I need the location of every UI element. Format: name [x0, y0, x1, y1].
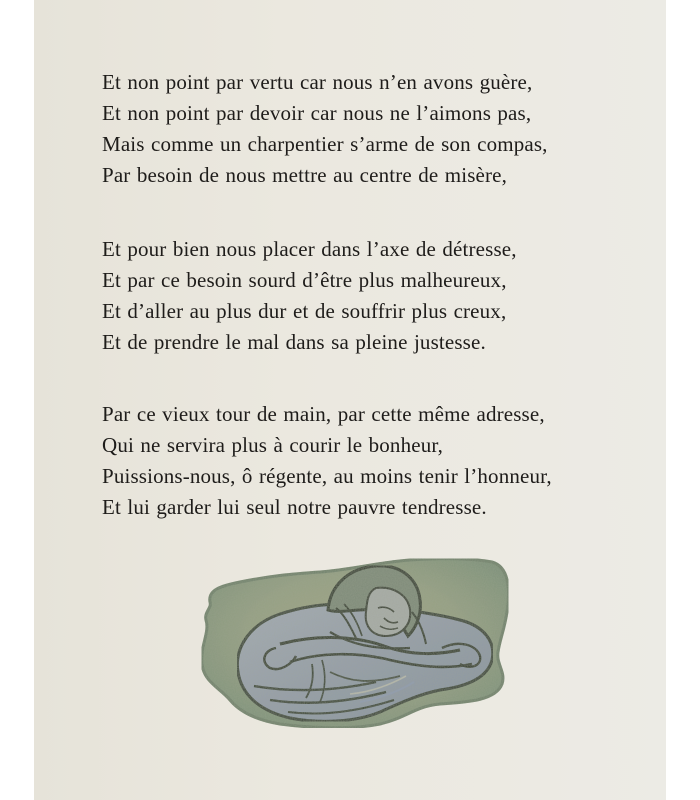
- paper-page: [34, 0, 666, 800]
- poem-line: Par besoin de nous mettre au centre de misère,: [102, 163, 508, 187]
- stanza-2: [102, 234, 662, 358]
- poem-line: Et non point par devoir car nous ne l’aimons pas,: [102, 101, 532, 125]
- poem-line: Qui ne servira plus à courir le bonheur,: [102, 433, 444, 457]
- poem-line: Et non point par vertu car nous n’en avons guère,: [102, 70, 533, 94]
- woodcut-illustration: [180, 552, 514, 736]
- poem-line: Puissions-nous, ô régente, au moins tenir l’honneur,: [102, 464, 552, 488]
- poem-line: Et lui garder lui seul notre pauvre tendresse.: [102, 495, 487, 519]
- stanza-1: [102, 67, 662, 191]
- stanza-3: [102, 399, 662, 523]
- poem-line: Par ce vieux tour de main, par cette même adresse,: [102, 402, 545, 426]
- poem-line: Et d’aller au plus dur et de souffrir plus creux,: [102, 299, 507, 323]
- poem-line: Mais comme un charpentier s’arme de son compas,: [102, 132, 548, 156]
- poem-line: Et par ce besoin sourd d’être plus malheureux,: [102, 268, 507, 292]
- poem-line: Et de prendre le mal dans sa pleine justesse.: [102, 330, 486, 354]
- poem-line: Et pour bien nous placer dans l’axe de détresse,: [102, 237, 517, 261]
